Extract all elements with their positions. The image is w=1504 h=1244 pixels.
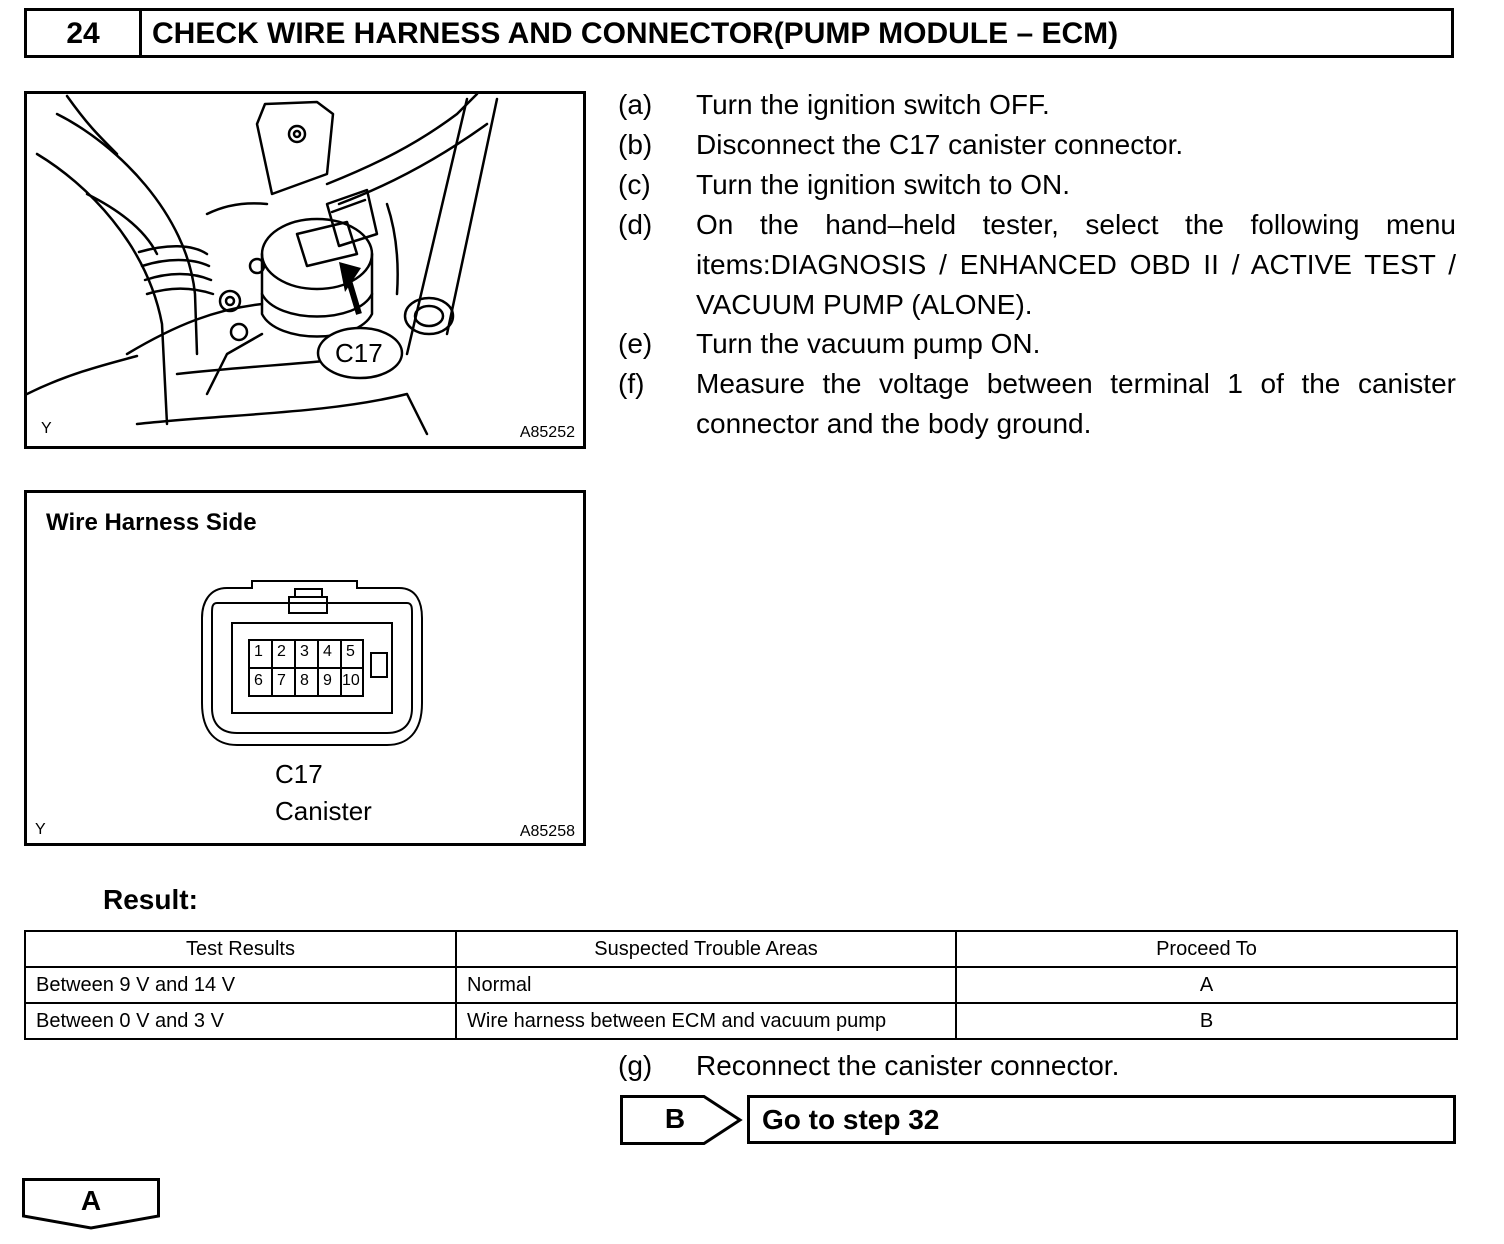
- engine-illustration: [24, 91, 586, 449]
- table-cell: B: [956, 1003, 1457, 1039]
- c17-callout: C17: [335, 338, 383, 368]
- result-table: [24, 930, 1458, 1040]
- column-header: Suspected Trouble Areas: [456, 931, 956, 967]
- pin-4: 4: [323, 643, 332, 660]
- table-cell: Between 0 V and 3 V: [25, 1003, 456, 1039]
- result-label: Result:: [103, 884, 198, 915]
- pin-6: 6: [254, 672, 263, 689]
- connector-name: Canister: [275, 796, 372, 826]
- branch-a-arrow: [22, 1178, 160, 1230]
- step-letter: (b): [618, 129, 653, 160]
- table-cell: Between 9 V and 14 V: [25, 967, 456, 1003]
- figure-corner-mark: Y: [41, 420, 52, 437]
- step-letter: (e): [618, 328, 653, 359]
- step-header: [24, 8, 1454, 58]
- connector-pinout-figure: [24, 490, 586, 846]
- step-text: Turn the ignition switch to ON.: [696, 169, 1071, 200]
- connector-drawing: [27, 493, 583, 843]
- step-letter: (f): [618, 368, 645, 399]
- step-number: 24: [27, 11, 142, 55]
- step-letter: (c): [618, 169, 651, 200]
- figure-corner-mark: Y: [35, 821, 46, 838]
- pin-2: 2: [277, 643, 286, 660]
- pin-5: 5: [346, 643, 355, 660]
- branch-b-label: B: [664, 1103, 686, 1134]
- pin-7: 7: [277, 672, 286, 689]
- column-header: Test Results: [25, 931, 456, 967]
- table-header-row: [25, 931, 1457, 967]
- step-text: Turn the vacuum pump ON.: [696, 328, 1041, 359]
- step-text: Disconnect the C17 canister connector.: [696, 129, 1184, 160]
- engine-line-drawing: [27, 94, 583, 446]
- pin-8: 8: [300, 672, 309, 689]
- connector-code: C17: [275, 759, 323, 789]
- go-to-step-box: [747, 1095, 1456, 1144]
- table-row: [25, 967, 1457, 1003]
- column-header: Proceed To: [956, 931, 1457, 967]
- step-text: Measure the voltage between terminal 1 of the canister connector and the body ground.: [696, 368, 1456, 439]
- table-row: [25, 1003, 1457, 1039]
- step-title: CHECK WIRE HARNESS AND CONNECTOR(PUMP MODULE – ECM): [152, 17, 1119, 50]
- table-cell: A: [956, 967, 1457, 1003]
- pinout-heading: Wire Harness Side: [46, 509, 257, 536]
- pin-10: 10: [342, 672, 360, 689]
- step-text: Turn the ignition switch OFF.: [696, 89, 1050, 120]
- figure-id: A85258: [519, 823, 575, 840]
- table-cell: Normal: [456, 967, 956, 1003]
- figure-id: A85252: [519, 424, 575, 441]
- pin-3: 3: [300, 643, 309, 660]
- step-letter: (d): [618, 209, 653, 240]
- pin-1: 1: [254, 643, 263, 660]
- step-text: Reconnect the canister connector.: [696, 1050, 1120, 1081]
- step-text: On the hand–held tester, select the following menu items:DIAGNOSIS / ENHANCED OBD II / ACTIVE TEST / VACUUM PUMP (ALONE).: [696, 209, 1456, 320]
- step-letter: (g): [618, 1050, 653, 1081]
- go-to-step-text: Go to step 32: [762, 1104, 940, 1135]
- branch-b-arrow: [620, 1095, 744, 1145]
- pin-9: 9: [323, 672, 332, 689]
- table-cell: Wire harness between ECM and vacuum pump: [456, 1003, 956, 1039]
- branch-a-label: A: [80, 1185, 102, 1216]
- step-letter: (a): [618, 89, 653, 120]
